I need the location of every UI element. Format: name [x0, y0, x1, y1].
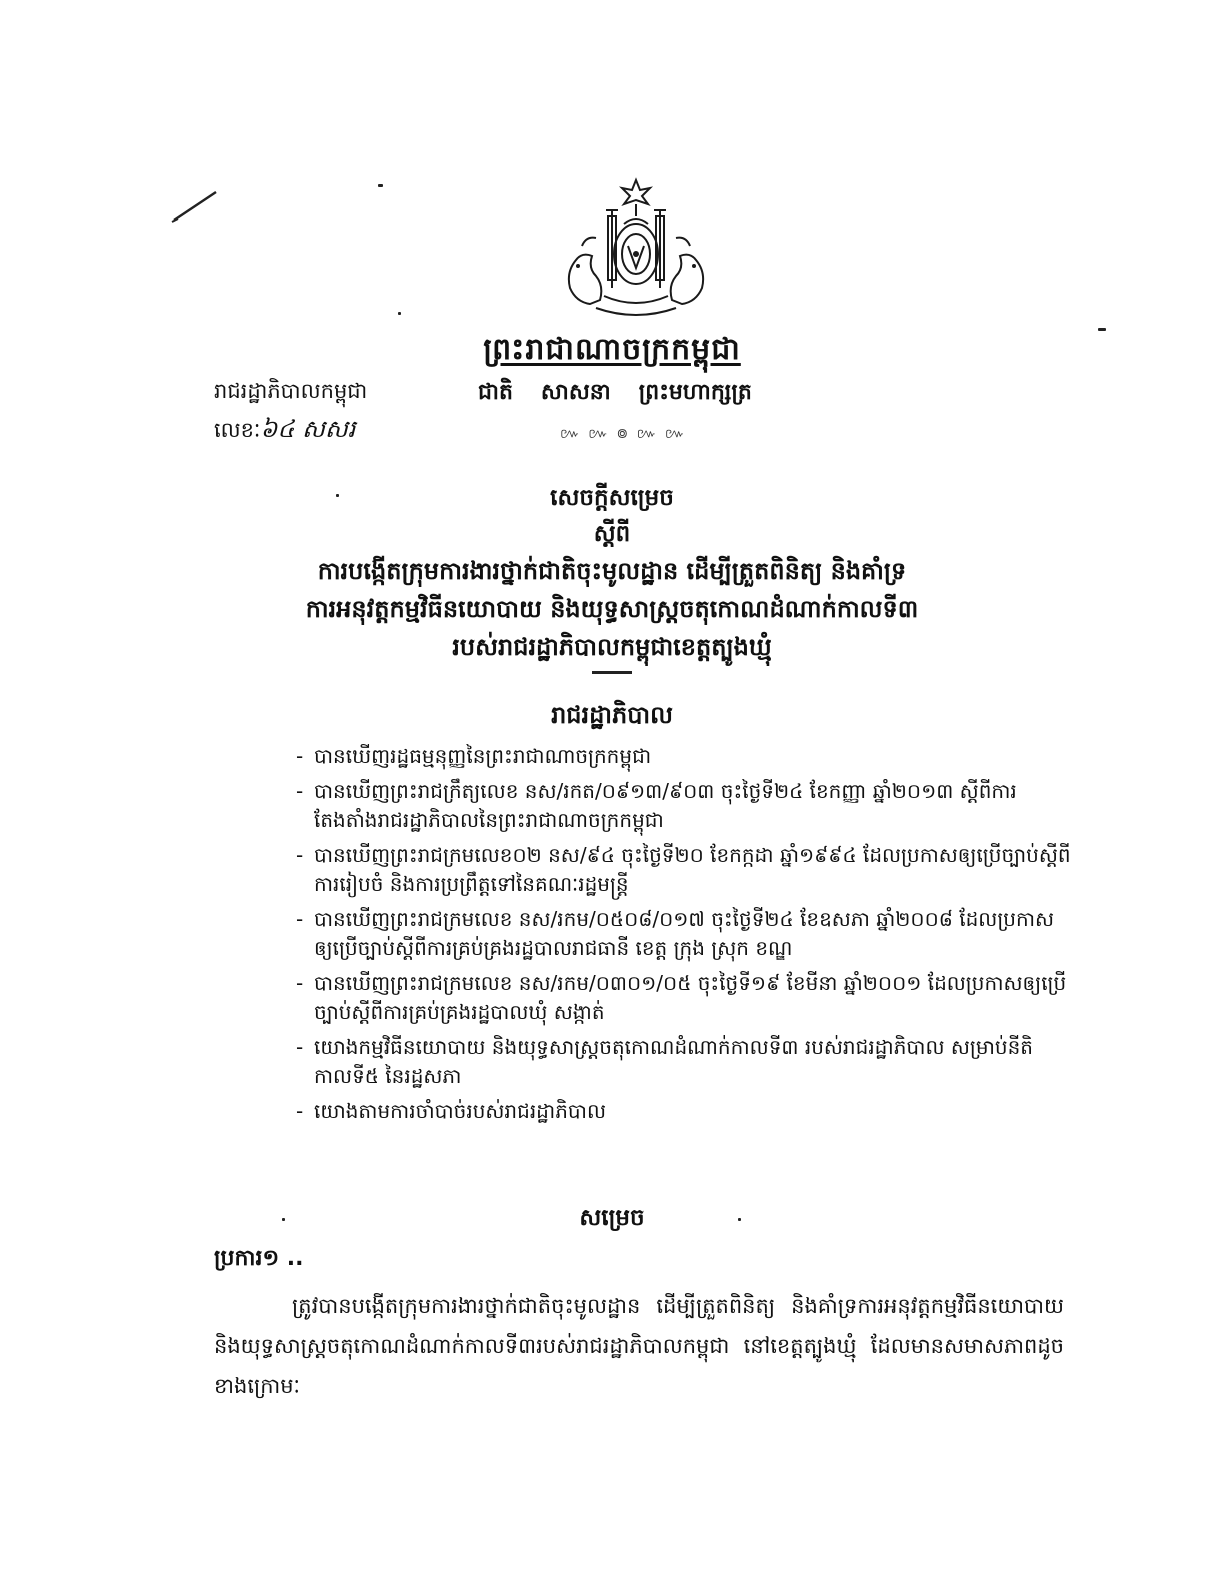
- preamble-clause: - បានឃើញព្រះរាជក្រមលេខ នស/រកម/០៣០១/០៥ ចុះថ្ងៃទី១៩ ខែមីនា ឆ្នាំ២០០១ ដែលប្រកាសឲ្យប្រើច្បាប់ស្តីពីការគ្រប់គ្រងរដ្ឋបាលឃុំ សង្កាត់: [292, 969, 1072, 1027]
- preamble-clause: - យោងតាមការចាំបាច់របស់រាជរដ្ឋាភិបាល: [292, 1097, 1072, 1126]
- article-label: ប្រការ១ ..: [214, 1246, 304, 1271]
- preamble-clause: - បានឃើញព្រះរាជក្រមលេខ នស/រកម/០៥០៨/០១៧ ចុះថ្ងៃទី២៤ ខែឧសភា ឆ្នាំ២០០៨ ដែលប្រកាសឲ្យប្រើច្បាប់ស្តីពីការគ្រប់គ្រងរដ្ឋបាលរាជធានី ខេត្ត ក្រុង ស្រុក ខណ្ឌ: [292, 905, 1072, 963]
- reference-label: លេខៈ: [214, 418, 261, 442]
- national-motto: [478, 378, 838, 410]
- document-about: ស្តីពី: [593, 521, 631, 547]
- subject-line: ការបង្កើតក្រុមការងារថ្នាក់ជាតិចុះមូលដ្ឋាន ដើម្បីត្រួតពិនិត្យ និងគាំទ្រ: [317, 557, 907, 585]
- article-body: ត្រូវបានបង្កើតក្រុមការងារថ្នាក់ជាតិចុះមូលដ្ឋាន ដើម្បីត្រួតពិនិត្យ និងគាំទ្រការអនុវត្តកម្មវិធីនយោបាយ និងយុទ្ធសាស្ត្រចតុកោណដំណាក់កាលទី៣របស់រាជរដ្ឋាភិបាលកម្ពុជា នៅខេត្តត្បូងឃ្មុំ ដែលមានសមាសភាពដូចខាងក្រោមៈ: [214, 1294, 1064, 1398]
- motto-king: ព្រះមហាក្សត្រ: [638, 380, 752, 405]
- kingdom-heading: ព្រះរាជាណាចក្រកម្ពុជា: [483, 332, 741, 367]
- reference-number-value: ៦៤ សសរ: [260, 415, 356, 443]
- decision-heading: សម្រេច: [579, 1205, 645, 1231]
- preamble-clause: - យោងកម្មវិធីនយោបាយ និងយុទ្ធសាស្ត្រចតុកោណដំណាក់កាលទី៣ របស់រាជរដ្ឋាភិបាល សម្រាប់នីតិកាលទី៥ នៃរដ្ឋសភា: [292, 1033, 1072, 1091]
- title-divider: [592, 671, 632, 674]
- preamble-clauses: [292, 742, 1072, 1132]
- reference-number: [214, 414, 355, 449]
- subject-line: ការអនុវត្តកម្មវិធីនយោបាយ និងយុទ្ធសាស្ត្រចតុកោណដំណាក់កាលទី៣: [305, 595, 919, 623]
- preamble-clause: - បានឃើញព្រះរាជក្រមលេខ០២ នស/៩៤ ចុះថ្ងៃទី២០ ខែកក្កដា ឆ្នាំ១៩៩៤ ដែលប្រកាសឲ្យប្រើច្បាប់ស្តីពីការរៀបចំ និងការប្រព្រឹត្តទៅនៃគណៈរដ្ឋមន្ត្រី: [292, 841, 1072, 899]
- speck: [398, 312, 401, 315]
- document-type: សេចក្តីសម្រេច: [550, 485, 674, 511]
- speck: [378, 184, 383, 187]
- motto-religion: សាសនា: [540, 380, 611, 405]
- document-subject: [0, 552, 1224, 666]
- royal-coat-of-arms-icon: [556, 176, 716, 324]
- pen-stroke-mark: [170, 186, 230, 226]
- ornament-divider: ៚ ៚ ៙ ៚ ៚: [560, 426, 687, 442]
- issuing-body-label: រាជរដ្ឋាភិបាលកម្ពុជា: [214, 379, 368, 403]
- preamble-clause: - បានឃើញរដ្ឋធម្មនុញ្ញនៃព្រះរាជាណាចក្រកម្ពុជា: [292, 742, 1072, 771]
- issuer-heading: រាជរដ្ឋាភិបាល: [551, 701, 673, 729]
- motto-nation: ជាតិ: [478, 380, 513, 405]
- subject-line: របស់រាជរដ្ឋាភិបាលកម្ពុជាខេត្តត្បូងឃ្មុំ: [452, 633, 772, 661]
- preamble-clause: - បានឃើញព្រះរាជក្រឹត្យលេខ នស/រកត/០៩១៣/៩០៣ ចុះថ្ងៃទី២៤ ខែកញ្ញា ឆ្នាំ២០១៣ ស្តីពីការតែងតាំងរាជរដ្ឋាភិបាលនៃព្រះរាជាណាចក្រកម្ពុជា: [292, 777, 1072, 835]
